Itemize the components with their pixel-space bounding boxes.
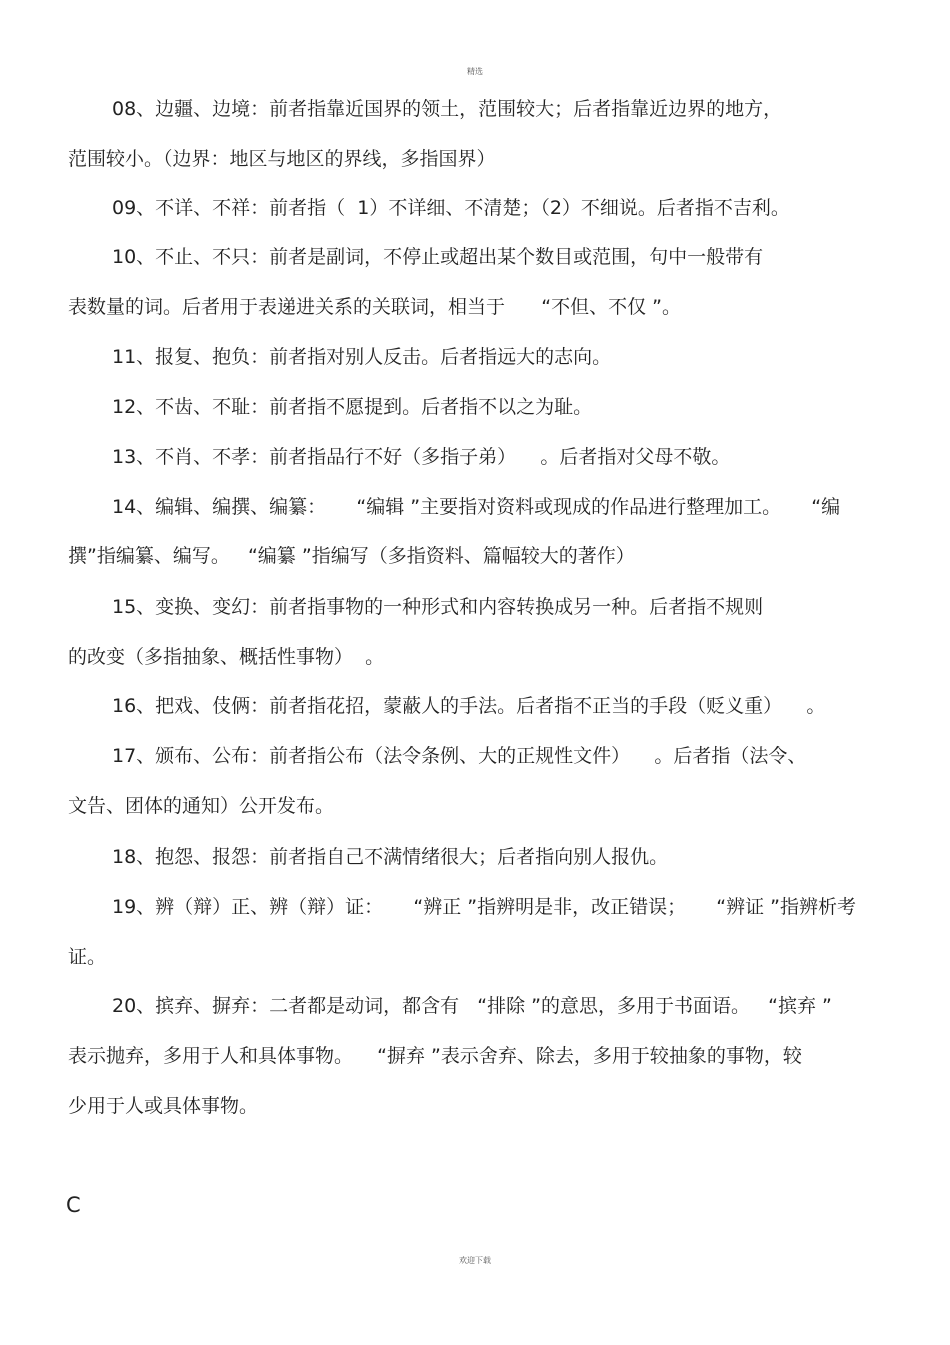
page-header: 精选: [467, 67, 483, 76]
text-line: 12、不齿、不耻：前者指不愿提到。后者指不以之为耻。: [112, 396, 593, 418]
text-line: 08、边疆、边境：前者指靠近国界的领土，范围较大；后者指靠近边界的地方，: [112, 98, 783, 120]
text-line: 17、颁布、公布：前者指公布（法令条例、大的正规性文件） 。后者指（法令、: [112, 745, 807, 767]
text-line: 范围较小。（边界：地区与地区的界线，多指国界）: [68, 148, 496, 170]
text-line: 撰”指编纂、编写。 “编纂 ”指编写（多指资料、篇幅较大的著作）: [68, 545, 635, 567]
text-line: 09、不详、不祥：前者指（ 1）不详细、不清楚；（2）不细说。后者指不吉利。: [112, 197, 790, 219]
text-line: 证。: [68, 946, 107, 968]
text-line: 文告、团体的通知）公开发布。: [68, 795, 335, 817]
text-line: 的改变（多指抽象、概括性事物） 。: [68, 646, 385, 668]
page-footer: 欢迎下载: [459, 1256, 491, 1265]
stray-letter: C: [66, 1193, 81, 1217]
text-line: 10、不止、不只：前者是副词，不停止或超出某个数目或范围，句中一般带有: [112, 246, 764, 268]
text-line: 14、编辑、编撰、编纂： “编辑 ”主要指对资料或现成的作品进行整理加工。 “编: [112, 496, 841, 518]
text-line: 18、抱怨、报怨：前者指自己不满情绪很大；后者指向别人报仇。: [112, 846, 669, 868]
text-line: 20、摈弃、摒弃：二者都是动词，都含有 “排除 ”的意思，多用于书面语。 “摈弃 ”: [112, 995, 832, 1017]
text-line: 13、不肖、不孝：前者指品行不好（多指子弟） 。后者指对父母不敬。: [112, 446, 731, 468]
text-line: 11、报复、抱负：前者指对别人反击。后者指远大的志向。: [112, 346, 612, 368]
text-line: 19、辨（辩）正、辨（辩）证： “辨正 ”指辨明是非，改正错误； “辨证 ”指辨析考: [112, 896, 857, 918]
text-line: 16、把戏、伎俩：前者指花招，蒙蔽人的手法。后者指不正当的手段（贬义重） 。: [112, 695, 826, 717]
text-line: 15、变换、变幻：前者指事物的一种形式和内容转换成另一种。后者指不规则: [112, 596, 764, 618]
text-line: 表示抛弃，多用于人和具体事物。 “摒弃 ”表示舍弃、除去，多用于较抽象的事物，较: [68, 1045, 802, 1067]
text-line: 少用于人或具体事物。: [68, 1095, 259, 1117]
text-line: 表数量的词。后者用于表递进关系的关联词，相当于 “不但、不仅 ”。: [68, 296, 681, 318]
